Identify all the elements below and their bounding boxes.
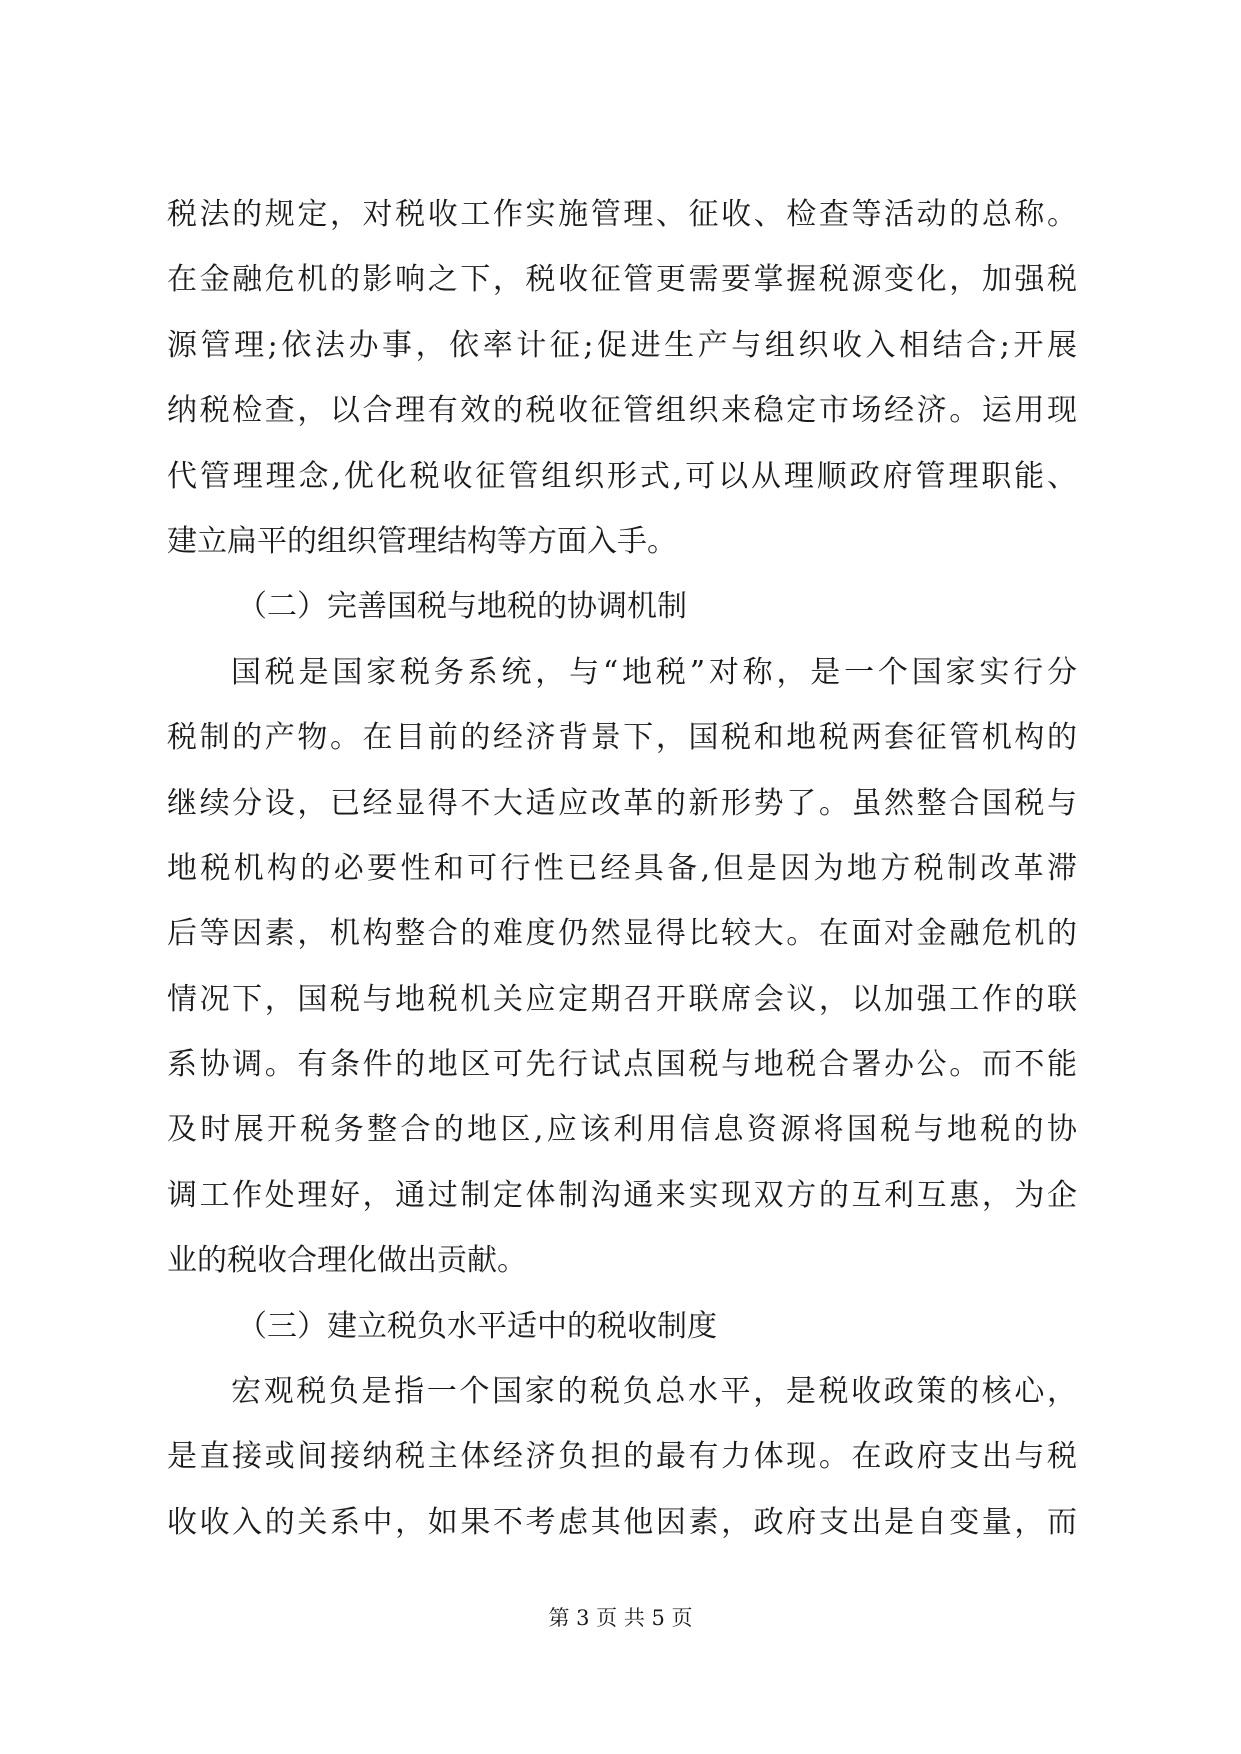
paragraph-2 [167,640,1077,1294]
text-line: 国税是国家税务系统，与“地税”对称，是一个国家实行分 [231,654,1077,690]
text-line: 税法的规定，对税收工作实施管理、征收、检查等活动的总称。 [167,197,1077,232]
text-line: 情况下，国税与地税机关应定期召开联席会议，以加强工作的联 [167,981,1077,1017]
text-line: 在金融危机的影响之下，税收征管更需要掌握税源变化，加强税 [167,262,1077,298]
page-footer [0,1604,1241,1632]
text-line: 建立扁平的组织管理结构等方面入手。 [167,523,677,559]
text-line: 纳税检查，以合理有效的税收征管组织来稳定市场经济。运用现 [167,393,1077,429]
paragraph-1 [167,182,1077,574]
section-heading: （二）完善国税与地税的协调机制 [237,589,687,625]
text-line: 源管理;依法办事，依率计征;促进生产与组织收入相结合;开展 [167,327,1077,363]
text-line: 业的税收合理化做出贡献。 [167,1243,527,1279]
page-number: 第 3 页 共 5 页 [548,1606,693,1630]
paragraph-3 [167,1359,1077,1555]
text-line: 地税机构的必要性和可行性已经具备,但是因为地方税制改革滞 [167,850,1077,886]
text-line: 及时展开税务整合的地区,应该利用信息资源将国税与地税的协 [167,1112,1077,1148]
document-body [167,182,1077,1555]
text-line: 是直接或间接纳税主体经济负担的最有力体现。在政府支出与税 [167,1439,1077,1475]
text-line: 系协调。有条件的地区可先行试点国税与地税合署办公。而不能 [167,1047,1077,1083]
text-line: 后等因素，机构整合的难度仍然显得比较大。在面对金融危机的 [167,916,1077,952]
text-line: 继续分设，已经显得不大适应改革的新形势了。虽然整合国税与 [167,785,1077,821]
text-line: 宏观税负是指一个国家的税负总水平，是税收政策的核心， [231,1374,1077,1410]
text-line: 税制的产物。在目前的经济背景下，国税和地税两套征管机构的 [167,720,1077,756]
section-heading: （三）建立税负水平适中的税收制度 [237,1308,717,1344]
text-line: 调工作处理好，通过制定体制沟通来实现双方的互利互惠，为企 [167,1177,1077,1213]
text-line: 代管理理念,优化税收征管组织形式,可以从理顺政府管理职能、 [167,458,1077,494]
text-line: 收收入的关系中，如果不考虑其他因素，政府支出是自变量，而 [167,1504,1077,1540]
